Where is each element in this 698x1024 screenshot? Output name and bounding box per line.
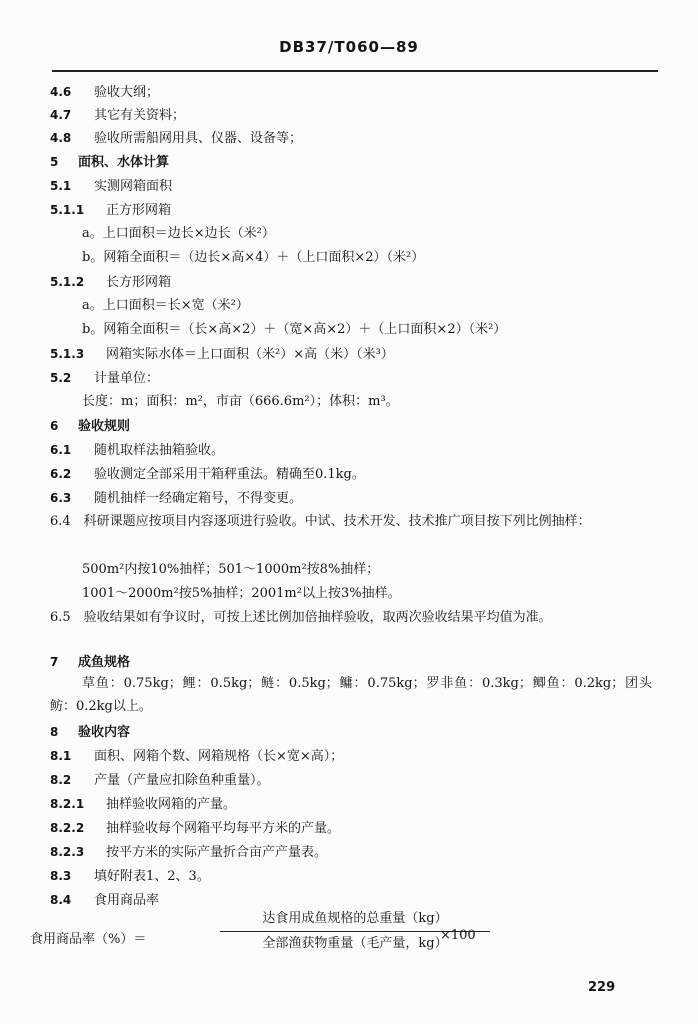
list-item: 8.2.2 抽样验收每个网箱平均每平方米的产量。 bbox=[50, 821, 341, 836]
list-item: 4.7 其它有关资料； bbox=[50, 108, 186, 123]
section-heading: 8 验收内容 bbox=[50, 725, 131, 740]
list-item: 500m²内按10%抽样；501～1000m²按8%抽样； bbox=[82, 562, 380, 577]
list-item: 5.1.3 网箱实际水体＝上口面积（米²）×高（米）（米³） bbox=[50, 347, 394, 362]
list-item: 4.8 验收所需船网用具、仪器、设备等； bbox=[50, 131, 303, 146]
formula-label: 食用商品率（%）＝ bbox=[30, 932, 147, 947]
formula-numerator: 达食用成鱼规格的总重量（kg） bbox=[262, 911, 448, 926]
formula-denominator: 全部渔获物重量（毛产量，kg） bbox=[262, 936, 448, 951]
list-item: 8.3 填好附表1、2、3。 bbox=[50, 869, 210, 884]
list-item: 6.3 随机抽样一经确定箱号，不得变更。 bbox=[50, 491, 303, 506]
paragraph-6-5: 6.5 验收结果如有争议时，可按上述比例加倍抽样验收，取两次验收结果平均值为准。 bbox=[50, 610, 552, 625]
header-rule bbox=[52, 70, 658, 72]
list-item: 1001～2000m²按5%抽样；2001m²以上按3%抽样。 bbox=[82, 586, 401, 601]
list-item: 5.2 计量单位： bbox=[50, 371, 160, 386]
list-item: 8.2.3 按平方米的实际产量折合亩产产量表。 bbox=[50, 845, 328, 860]
list-item: 4.6 验收大纲； bbox=[50, 85, 160, 100]
list-item: a。上口面积＝边长×边长（米²） bbox=[82, 226, 275, 241]
section-heading: 5 面积、水体计算 bbox=[50, 155, 170, 170]
section-heading: 7 成鱼规格 bbox=[50, 655, 131, 670]
commodity-rate-formula bbox=[30, 908, 550, 968]
list-item: 6.2 验收测定全部采用干箱秤重法。精确至0.1kg。 bbox=[50, 467, 365, 482]
list-item: 6.1 随机取样法抽箱验收。 bbox=[50, 443, 225, 458]
list-item: 8.2.1 抽样验收网箱的产量。 bbox=[50, 797, 237, 812]
document-code-header: DB37/T060—89 bbox=[279, 38, 419, 56]
paragraph-7: 草鱼：0.75kg；鲤：0.5kg；鲢：0.5kg；鳙：0.75kg；罗非鱼：0.3kg；鲫鱼：0.2kg；团头鲂：0.2kg以上。 bbox=[50, 676, 652, 714]
formula-multiplier: ×100 bbox=[440, 928, 476, 943]
list-item: b。网箱全面积＝（长×高×2）＋（宽×高×2）＋（上口面积×2）（米²） bbox=[82, 322, 507, 337]
list-item: 8.2 产量（产量应扣除鱼种重量）。 bbox=[50, 773, 270, 788]
paragraph-6-4: 6.4 科研课题应按项目内容逐项进行验收。中试、技术开发、技术推广项目按下列比例抽样： bbox=[50, 514, 591, 529]
list-item: 长度：m；面积：m²，市亩（666.6m²）；体积：m³。 bbox=[82, 394, 399, 409]
section-heading: 6 验收规则 bbox=[50, 419, 131, 434]
list-item: 5.1.1 正方形网箱 bbox=[50, 203, 172, 218]
list-item: 8.4 食用商品率 bbox=[50, 893, 160, 908]
list-item: 5.1 实测网箱面积 bbox=[50, 179, 173, 194]
list-item: b。网箱全面积＝（边长×高×4）＋（上口面积×2）（米²） bbox=[82, 250, 425, 265]
list-item: 5.1.2 长方形网箱 bbox=[50, 275, 172, 290]
list-item: 8.1 面积、网箱个数、网箱规格（长×宽×高）； bbox=[50, 749, 344, 764]
page-number: 229 bbox=[588, 980, 616, 995]
list-item: a。上口面积＝长×宽（米²） bbox=[82, 298, 249, 313]
